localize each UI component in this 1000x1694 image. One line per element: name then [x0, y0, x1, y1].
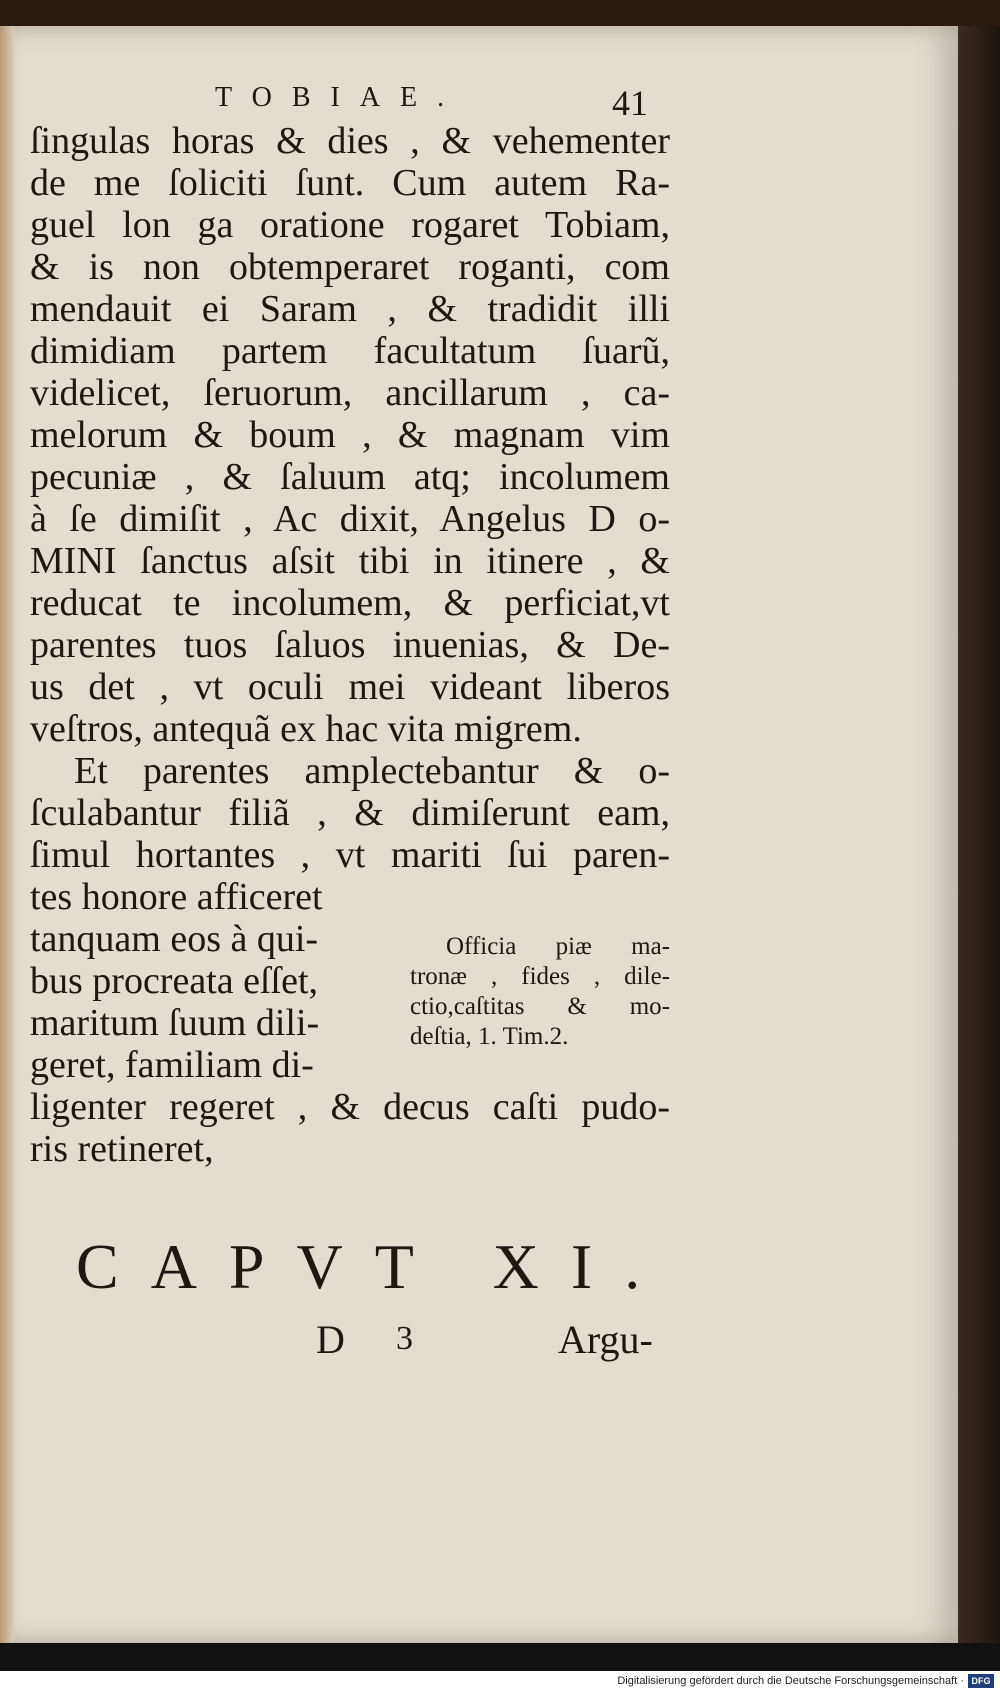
text-line: us det , vt oculi mei videant liberos [30, 666, 670, 708]
text-line: ſimul hortantes , vt mariti ſui paren- [30, 834, 670, 876]
text-line: guel lon ga oratione rogaret Tobiam, [30, 204, 670, 246]
text-line: mendauit ei Saram , & tradidit illi [30, 288, 670, 330]
narrow-text-line: tes honore afficeret [30, 876, 323, 918]
text-line: videlicet, ſeruorum, ancillarum , ca- [30, 372, 670, 414]
margin-note-line: Officia piæ ma- [446, 933, 670, 960]
catchword: Argu- [558, 1317, 653, 1362]
text-line: MINI ſanctus aſsit tibi in itinere , & [30, 540, 670, 582]
text-line: pecuniæ , & ſaluum atq; incolumem [30, 456, 670, 498]
dfg-logo: DFG [968, 1674, 994, 1688]
text-line: à ſe dimiſit , Ac dixit, Angelus D o- [30, 498, 670, 540]
paragraph-first-line: Et parentes amplectebantur & o- [74, 750, 670, 792]
page-number: 41 [612, 83, 648, 123]
page-edge-shadow [958, 26, 1000, 1643]
scan-top-border [0, 0, 1000, 26]
text-line: dimidiam partem facultatum ſuarũ, [30, 330, 670, 372]
narrow-text-line: geret, familiam di- [30, 1044, 314, 1086]
chapter-heading: CAPVT XI. [76, 1231, 673, 1302]
signature-number: 3 [396, 1320, 413, 1357]
narrow-text-line: tanquam eos à qui- [30, 918, 319, 960]
margin-note-line: tronæ , fides , dile- [410, 963, 670, 990]
page-gutter [0, 26, 14, 1643]
text-line: & is non obtemperaret roganti, com [30, 246, 670, 288]
margin-note-line: deſtia, 1. Tim.2. [410, 1023, 569, 1050]
scan-bottom-border [0, 1643, 1000, 1671]
text-line: melorum & boum , & magnam vim [30, 414, 670, 456]
text-line: ſingulas horas & dies , & vehementer [30, 120, 670, 162]
footer-bar [0, 1671, 1000, 1694]
narrow-text-line: bus procreata eſſet, [30, 960, 319, 1002]
paragraph-end-line: veſtros, antequã ex hac vita migrem. [30, 708, 582, 750]
text-line: de me ſoliciti ſunt. Cum autem Ra- [30, 162, 670, 204]
text-line: ſculabantur filiã , & dimiſerunt eam, [30, 792, 670, 834]
funding-credit: Digitalisierung gefördert durch die Deutsche Forschungsgemeinschaft · [617, 1675, 964, 1687]
paragraph-end-line: ris retineret, [30, 1128, 214, 1170]
margin-note-line: ctio,caſtitas & mo- [410, 993, 670, 1020]
text-line: reducat te incolumem, & perficiat,vt [30, 582, 670, 624]
signature-mark: D [316, 1317, 345, 1362]
text-line: ligenter regeret , & decus caſti pudo- [30, 1086, 670, 1128]
narrow-text-line: maritum ſuum dili- [30, 1002, 320, 1044]
text-line: parentes tuos ſaluos inuenias, & De- [30, 624, 670, 666]
running-head: TOBIAE. [215, 82, 465, 113]
